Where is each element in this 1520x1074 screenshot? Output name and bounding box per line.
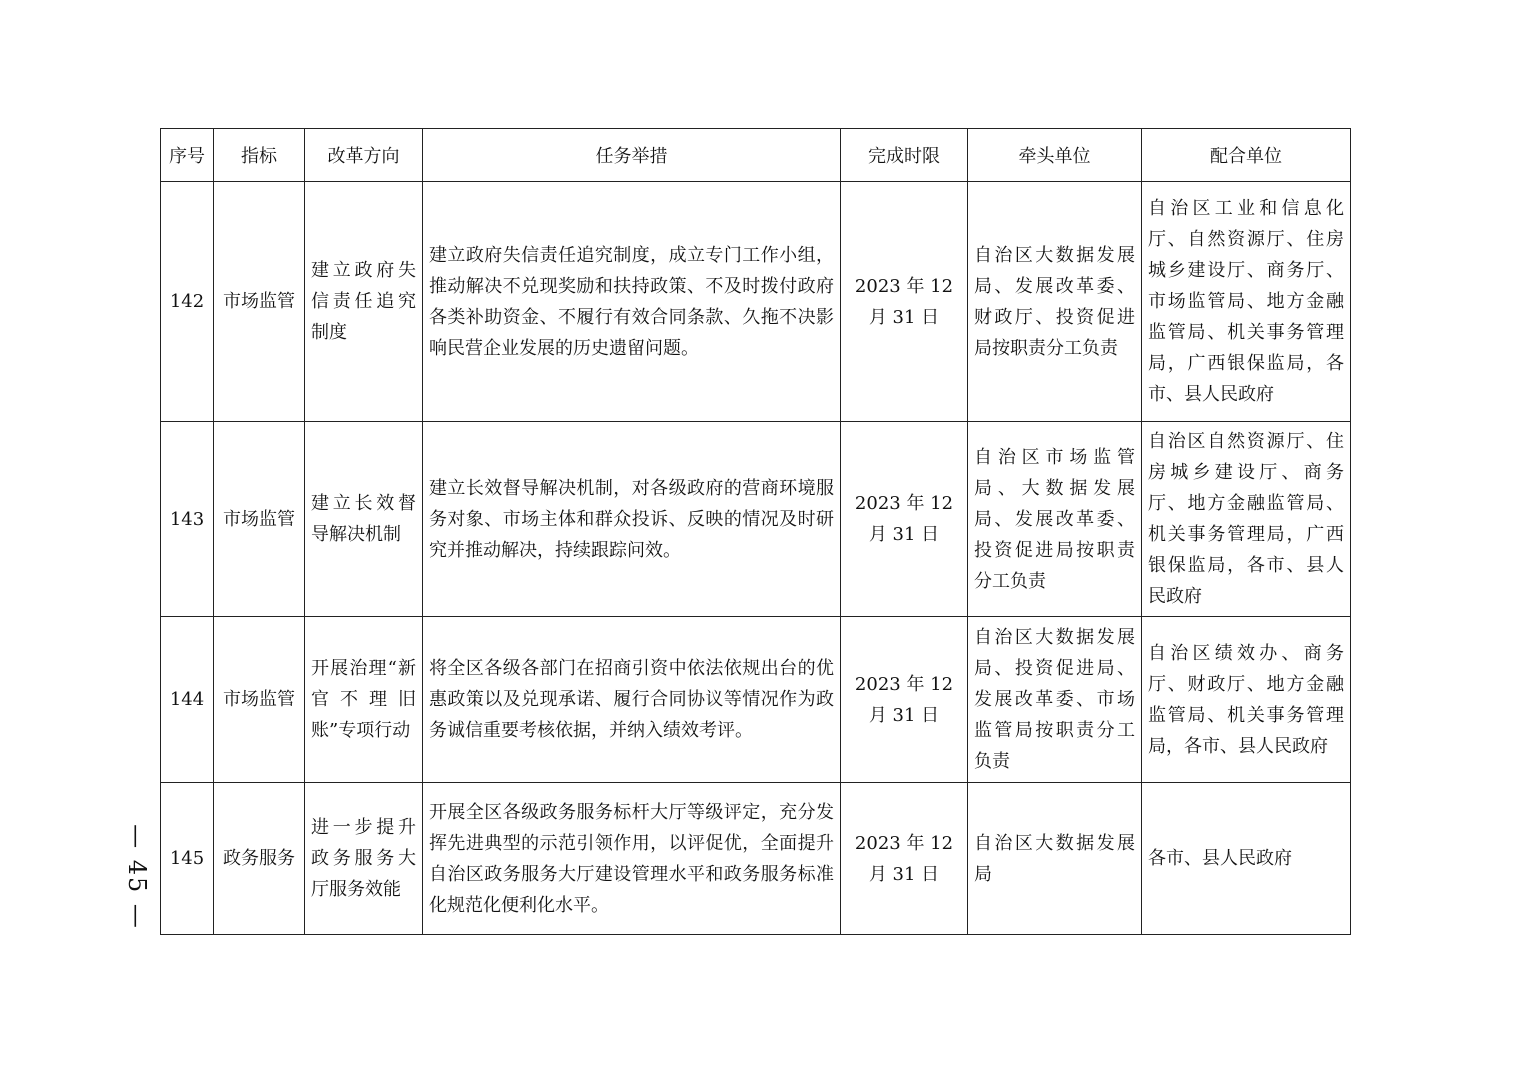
page-number xyxy=(122,822,152,932)
cell-direction: 建立长效督导解决机制 xyxy=(305,422,423,617)
header-row xyxy=(161,129,1351,182)
cell-direction: 进一步提升政务服务大厅服务效能 xyxy=(305,783,423,935)
cell-cooperate: 各市、县人民政府 xyxy=(1142,783,1351,935)
cell-indicator: 市场监管 xyxy=(214,422,305,617)
cell-cooperate: 自治区绩效办、商务厅、财政厅、地方金融监管局、机关事务管理局，各市、县人民政府 xyxy=(1142,617,1351,783)
cell-deadline: 2023 年 12 月 31 日 xyxy=(841,783,968,935)
header-seq: 序号 xyxy=(161,129,214,182)
cell-indicator: 市场监管 xyxy=(214,182,305,422)
cell-seq: 143 xyxy=(161,422,214,617)
table-row xyxy=(161,617,1351,783)
cell-measures: 建立政府失信责任追究制度，成立专门工作小组，推动解决不兑现奖励和扶持政策、不及时拨付政府各类补助资金、不履行有效合同条款、久拖不决影响民营企业发展的历史遗留问题。 xyxy=(423,182,841,422)
cell-seq: 144 xyxy=(161,617,214,783)
header-direction: 改革方向 xyxy=(305,129,423,182)
header-cooperate: 配合单位 xyxy=(1142,129,1351,182)
task-table xyxy=(160,128,1351,935)
table-row xyxy=(161,422,1351,617)
header-measures: 任务举措 xyxy=(423,129,841,182)
cell-deadline: 2023 年 12 月 31 日 xyxy=(841,617,968,783)
header-lead: 牵头单位 xyxy=(968,129,1142,182)
header-indicator: 指标 xyxy=(214,129,305,182)
cell-seq: 142 xyxy=(161,182,214,422)
header-deadline: 完成时限 xyxy=(841,129,968,182)
cell-deadline: 2023 年 12 月 31 日 xyxy=(841,422,968,617)
cell-indicator: 政务服务 xyxy=(214,783,305,935)
cell-direction: 建立政府失信责任追究制度 xyxy=(305,182,423,422)
cell-seq: 145 xyxy=(161,783,214,935)
table-row xyxy=(161,182,1351,422)
cell-cooperate: 自治区自然资源厅、住房城乡建设厅、商务厅、地方金融监管局、机关事务管理局，广西银保监局，各市、县人民政府 xyxy=(1142,422,1351,617)
cell-lead: 自治区大数据发展局、发展改革委、财政厅、投资促进局按职责分工负责 xyxy=(968,182,1142,422)
cell-cooperate: 自治区工业和信息化厅、自然资源厅、住房城乡建设厅、商务厅、市场监管局、地方金融监管局、机关事务管理局，广西银保监局，各市、县人民政府 xyxy=(1142,182,1351,422)
cell-direction: 开展治理“新官不理旧账”专项行动 xyxy=(305,617,423,783)
page-number-text: — 45 — xyxy=(123,824,152,930)
cell-deadline: 2023 年 12 月 31 日 xyxy=(841,182,968,422)
cell-measures: 建立长效督导解决机制，对各级政府的营商环境服务对象、市场主体和群众投诉、反映的情况及时研究并推动解决，持续跟踪问效。 xyxy=(423,422,841,617)
cell-measures: 开展全区各级政务服务标杆大厅等级评定，充分发挥先进典型的示范引领作用，以评促优，全面提升自治区政务服务大厅建设管理水平和政务服务标准化规范化便利化水平。 xyxy=(423,783,841,935)
table-row xyxy=(161,783,1351,935)
cell-lead: 自治区市场监管局、大数据发展局、发展改革委、投资促进局按职责分工负责 xyxy=(968,422,1142,617)
cell-indicator: 市场监管 xyxy=(214,617,305,783)
cell-lead: 自治区大数据发展局、投资促进局、发展改革委、市场监管局按职责分工负责 xyxy=(968,617,1142,783)
document-sheet xyxy=(160,128,1351,935)
cell-lead: 自治区大数据发展局 xyxy=(968,783,1142,935)
cell-measures: 将全区各级各部门在招商引资中依法依规出台的优惠政策以及兑现承诺、履行合同协议等情况作为政务诚信重要考核依据，并纳入绩效考评。 xyxy=(423,617,841,783)
